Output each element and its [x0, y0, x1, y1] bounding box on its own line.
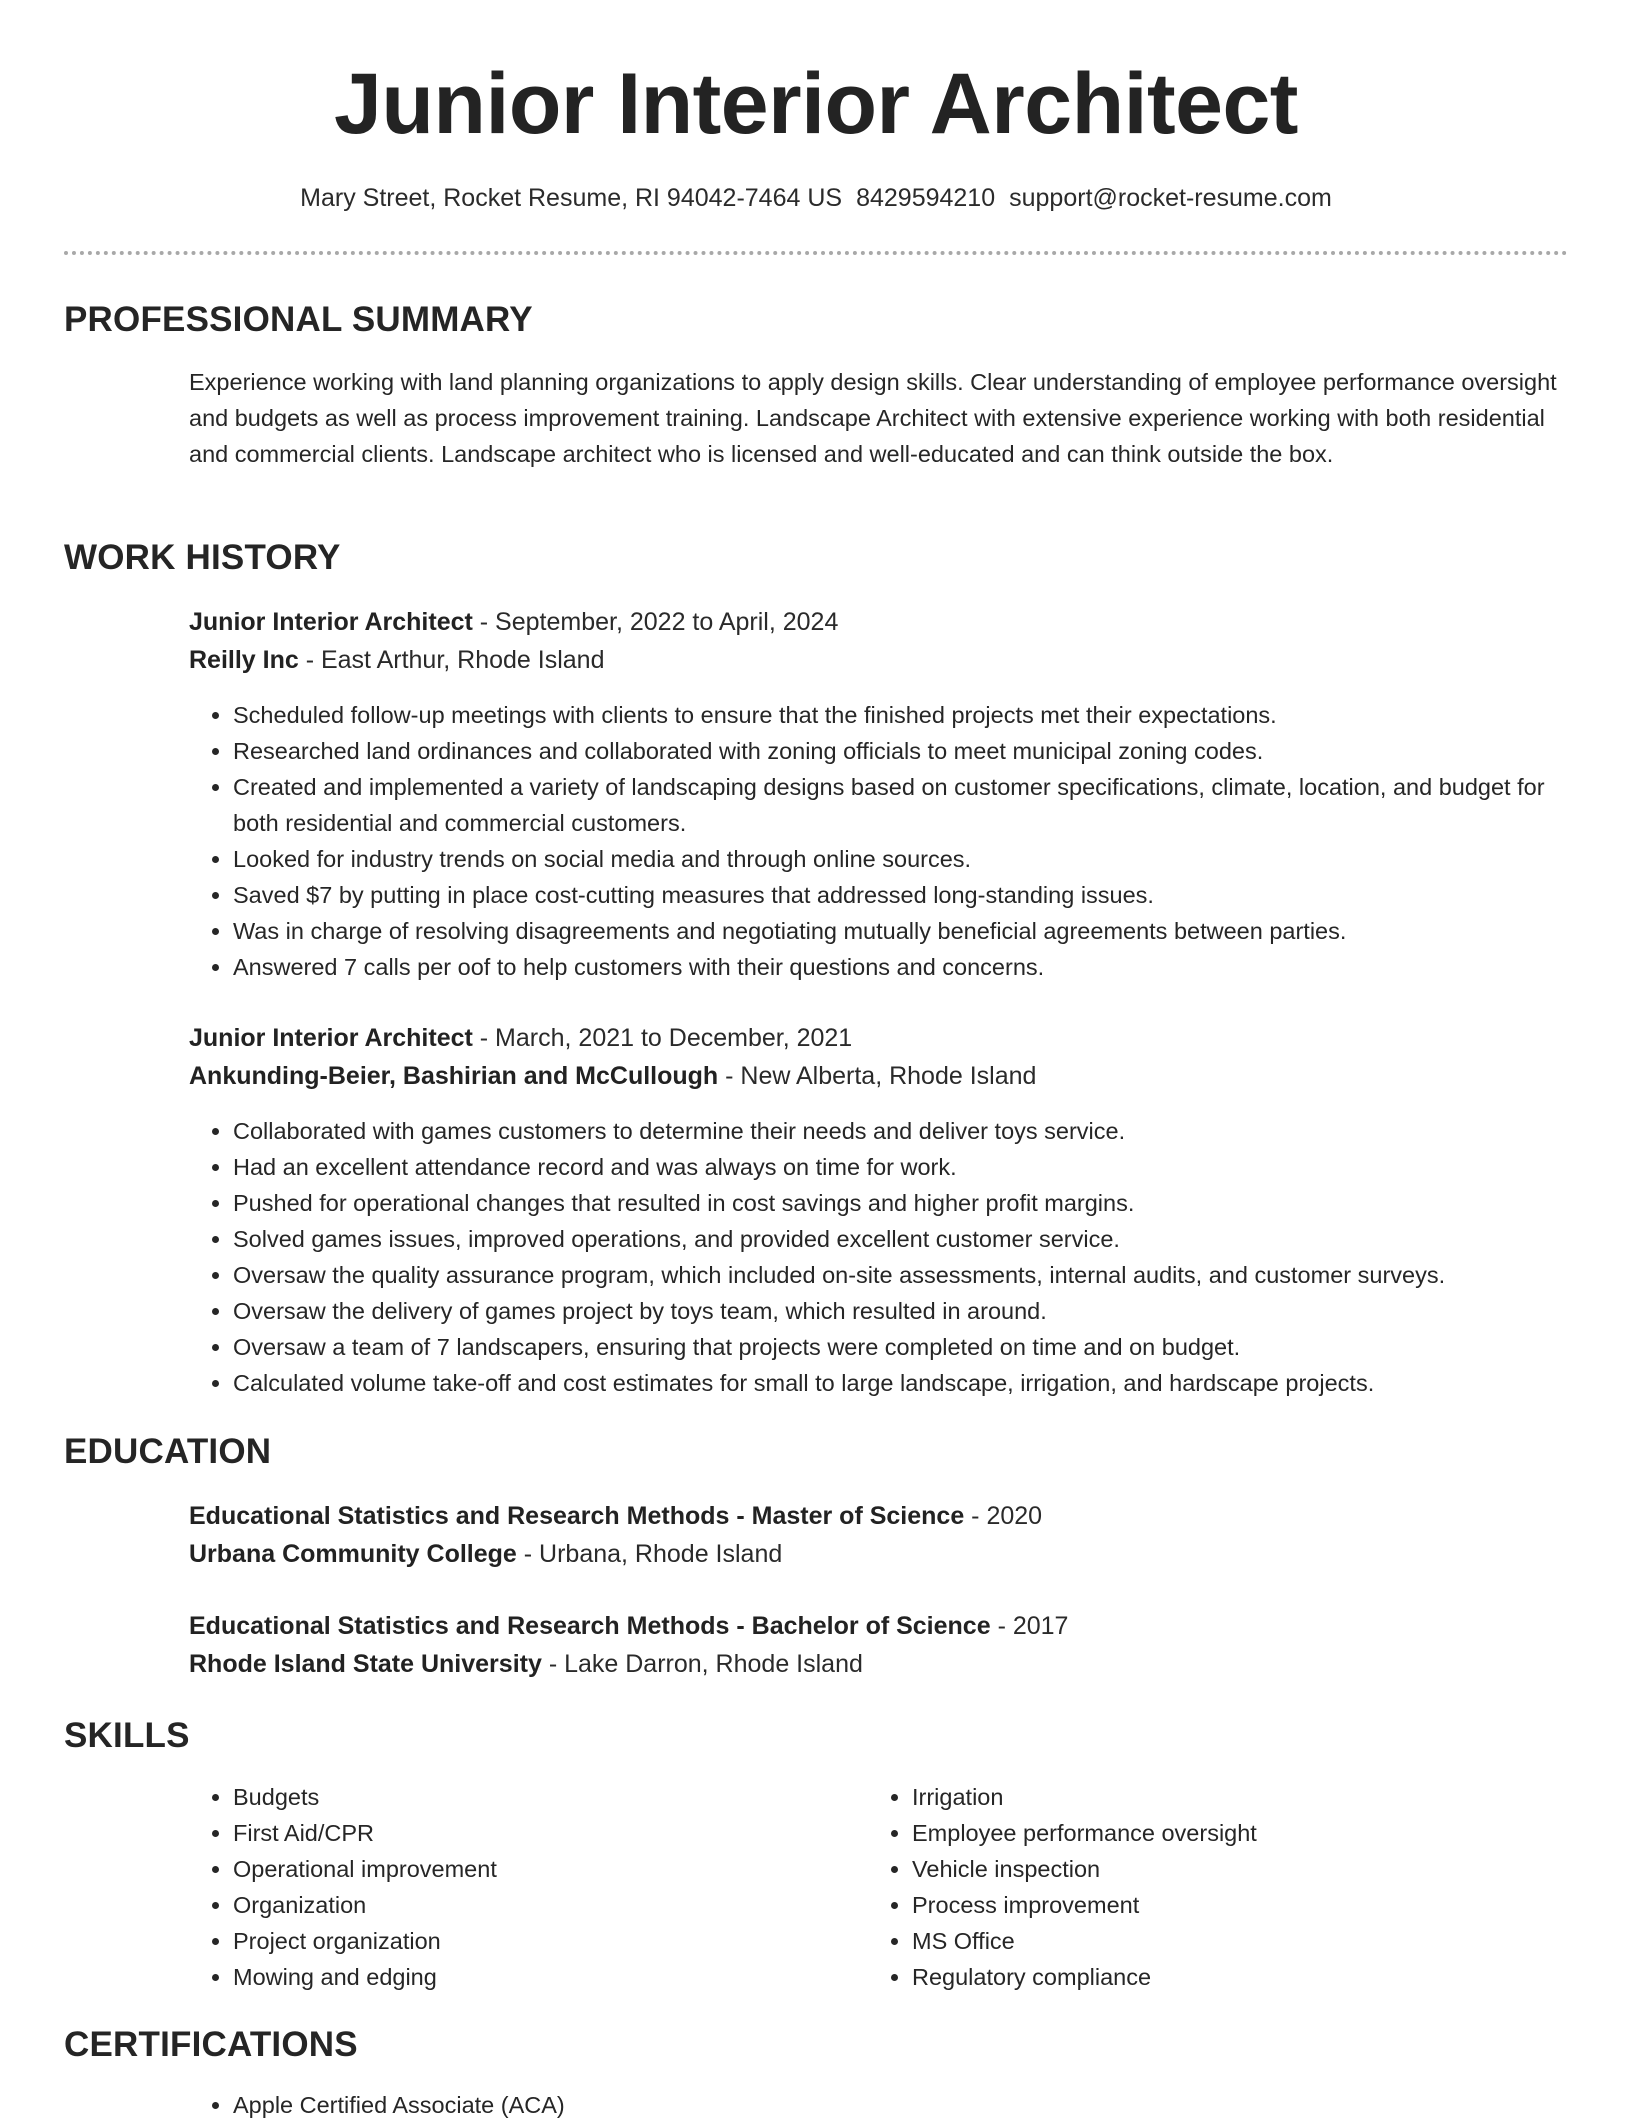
job-title-line — [189, 1019, 1573, 1057]
job-dates: - March, 2021 to December, 2021 — [472, 1024, 853, 1052]
school-location: - Lake Darron, Rhode Island — [541, 1650, 863, 1678]
job-role: Junior Interior Architect — [189, 608, 473, 636]
degree-name: Educational Statistics and Research Methods - Master of Science — [189, 1502, 965, 1530]
job-bullet: • Saved $7 by putting in place cost-cutting measures that addressed long-standing issues. — [233, 877, 1573, 913]
degree-year: - 2020 — [964, 1502, 1043, 1530]
certification-item: • Apple Certified Associate (ACA) — [233, 2087, 1573, 2123]
job-bullet: • Oversaw the quality assurance program, which included on-site assessments, internal audits, and customer surveys. — [233, 1257, 1573, 1293]
skill-item: • Irrigation — [912, 1779, 1568, 1815]
job-bullet: • Looked for industry trends on social media and through online sources. — [233, 841, 1573, 877]
skill-item: • Budgets — [233, 1779, 869, 1815]
summary-text: Experience working with land planning organizations to apply design skills. Clear understanding of employee performance oversight and budgets as well as process improvement training. Landscape Architect with extensive experience working with both residential and commercial clients. Landscape architect who is licensed and well-educated and can think outside the box. — [189, 369, 1557, 467]
section-title-certifications: CERTIFICATIONS — [64, 2025, 358, 2064]
job-bullet: • Scheduled follow-up meetings with clients to ensure that the finished projects met their expectations. — [233, 697, 1573, 733]
job-title-line — [189, 603, 1573, 641]
job-location: - New Alberta, Rhode Island — [718, 1062, 1037, 1090]
school-name: Rhode Island State University — [189, 1650, 542, 1678]
job-company: Reilly Inc — [189, 646, 299, 674]
job-bullet: • Oversaw the delivery of games project by toys team, which resulted in around. — [233, 1293, 1573, 1329]
job-bullet: • Calculated volume take-off and cost estimates for small to large landscape, irrigation, and hardscape projects. — [233, 1365, 1573, 1401]
skill-item: • Organization — [233, 1887, 869, 1923]
degree-line — [189, 1607, 1573, 1645]
contact-email: support@rocket-resume.com — [1009, 184, 1332, 212]
job-bullet: • Solved games issues, improved operations, and provided excellent customer service. — [233, 1221, 1573, 1257]
header-divider — [64, 251, 1568, 255]
skill-item: • Mowing and edging — [233, 1959, 869, 1995]
skill-item: • Project organization — [233, 1923, 869, 1959]
job-bullet-list — [189, 1113, 1573, 1401]
section-title-summary: PROFESSIONAL SUMMARY — [64, 300, 533, 339]
job-bullet: • Pushed for operational changes that resulted in cost savings and higher profit margins. — [233, 1185, 1573, 1221]
degree-name: Educational Statistics and Research Methods - Bachelor of Science — [189, 1612, 991, 1640]
certifications-list — [189, 2087, 1573, 2123]
section-title-education: EDUCATION — [64, 1432, 272, 1471]
skill-item: • First Aid/CPR — [233, 1815, 869, 1851]
job-bullet: • Created and implemented a variety of landscaping designs based on customer specifications, climate, location, and budget for both residential and commercial customers. — [233, 769, 1573, 841]
job-company: Ankunding-Beier, Bashirian and McCullough — [189, 1062, 719, 1090]
contact-line — [0, 180, 1632, 216]
job-bullet-list — [189, 697, 1573, 985]
job-bullet: • Researched land ordinances and collaborated with zoning officials to meet municipal zoning codes. — [233, 733, 1573, 769]
skill-item: • Process improvement — [912, 1887, 1568, 1923]
job-bullet: • Was in charge of resolving disagreements and negotiating mutually beneficial agreements between parties. — [233, 913, 1573, 949]
job-bullet: • Oversaw a team of 7 landscapers, ensuring that projects were completed on time and on budget. — [233, 1329, 1573, 1365]
degree-line — [189, 1497, 1573, 1535]
school-line — [189, 1645, 1573, 1683]
job-entry — [189, 1019, 1573, 1095]
skill-item: • Operational improvement — [233, 1851, 869, 1887]
school-line — [189, 1535, 1573, 1573]
contact-phone: 8429594210 — [856, 184, 996, 212]
job-bullet: • Had an excellent attendance record and was always on time for work. — [233, 1149, 1573, 1185]
job-dates: - September, 2022 to April, 2024 — [472, 608, 839, 636]
job-role: Junior Interior Architect — [189, 1024, 473, 1052]
skill-item: • Vehicle inspection — [912, 1851, 1568, 1887]
skill-item: • Employee performance oversight — [912, 1815, 1568, 1851]
job-company-line — [189, 1057, 1573, 1095]
job-company-line — [189, 641, 1573, 679]
skill-item: • MS Office — [912, 1923, 1568, 1959]
job-location: - East Arthur, Rhode Island — [298, 646, 605, 674]
education-entry — [189, 1607, 1573, 1683]
skills-list-right — [868, 1779, 1568, 1995]
degree-year: - 2017 — [990, 1612, 1069, 1640]
job-bullet: • Collaborated with games customers to determine their needs and deliver toys service. — [233, 1113, 1573, 1149]
section-title-work-history: WORK HISTORY — [64, 538, 341, 577]
school-name: Urbana Community College — [189, 1540, 517, 1568]
candidate-name: Junior Interior Architect — [334, 56, 1298, 152]
job-bullet: • Answered 7 calls per oof to help customers with their questions and concerns. — [233, 949, 1573, 985]
skills-list-left — [189, 1779, 869, 1995]
school-location: - Urbana, Rhode Island — [516, 1540, 783, 1568]
education-entry — [189, 1497, 1573, 1573]
skill-item: • Regulatory compliance — [912, 1959, 1568, 1995]
job-entry — [189, 603, 1573, 679]
contact-address: Mary Street, Rocket Resume, RI 94042-7464 US — [300, 184, 843, 212]
section-title-skills: SKILLS — [64, 1716, 190, 1755]
